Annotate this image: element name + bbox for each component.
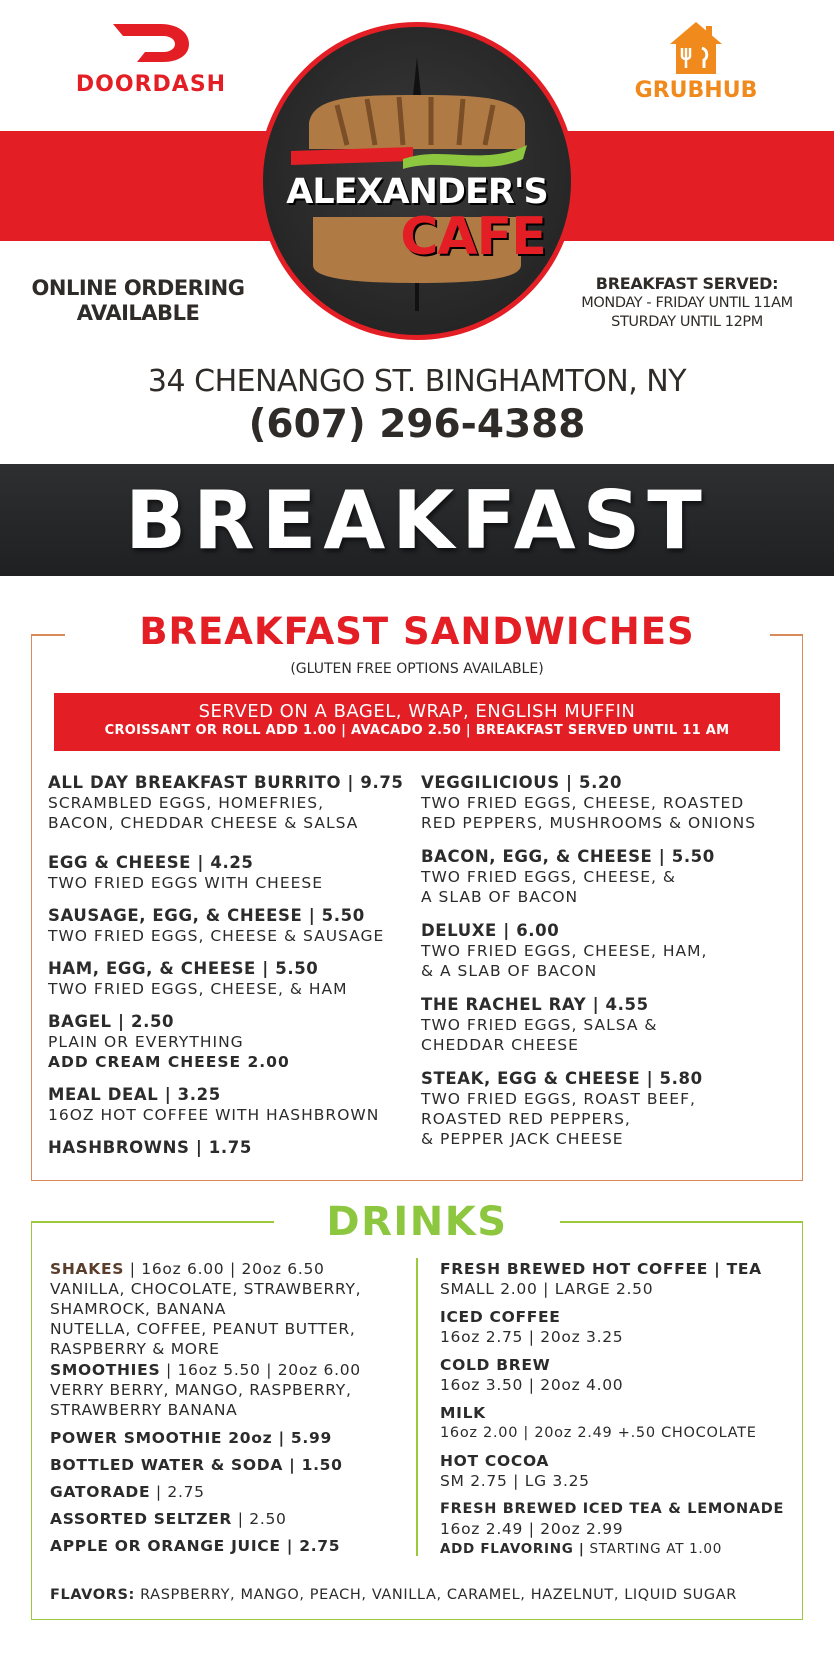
item-name: STEAK, EGG & CHEESE | 5.80 <box>421 1069 703 1088</box>
drink-price: 16oz 2.00 | 20oz 2.49 +.50 CHOCOLATE <box>440 1425 757 1441</box>
item-name: BACON, EGG, & CHEESE | 5.50 <box>421 847 715 866</box>
drink-name: FRESH BREWED ICED TEA & LEMONADE <box>440 1501 785 1517</box>
drink-item <box>440 1259 810 1299</box>
drink-name: ADD FLAVORING | <box>440 1541 585 1557</box>
grubhub-house-icon <box>666 18 726 78</box>
item-desc: SCRAMBLED EGGS, HOMEFRIES, <box>48 794 325 812</box>
item-name: MEAL DEAL | 3.25 <box>48 1085 221 1104</box>
item-desc: TWO FRIED EGGS, CHEESE, ROASTED <box>421 794 745 812</box>
online-ordering <box>18 276 258 326</box>
logo-cafe: CAFE <box>400 207 546 267</box>
breakfast-hours <box>560 274 814 332</box>
online-line-1: ONLINE ORDERING <box>31 276 245 300</box>
drink-price: | 1.50 <box>283 1456 343 1474</box>
served-on-line-2: CROISSANT OR ROLL ADD 1.00 | AVACADO 2.50 | BREAKFAST SERVED UNTIL 11 AM <box>104 723 730 738</box>
drink-price: | 16oz 5.50 | 20oz 6.00 <box>160 1361 361 1379</box>
breakfast-banner <box>0 464 834 576</box>
item-desc: & PEPPER JACK CHEESE <box>421 1130 624 1148</box>
drink-item <box>50 1259 416 1359</box>
drink-price: STARTING AT 1.00 <box>584 1541 722 1557</box>
drink-item <box>50 1482 416 1502</box>
drink-price: | 2.75 <box>150 1483 205 1501</box>
item-desc: CHEDDAR CHEESE <box>421 1036 579 1054</box>
item-name: HAM, EGG, & CHEESE | 5.50 <box>48 959 319 978</box>
item-desc: TWO FRIED EGGS, ROAST BEEF, <box>421 1090 696 1108</box>
drink-item <box>50 1428 416 1448</box>
menu-item <box>48 773 418 833</box>
drink-desc: RASPBERRY & MORE <box>50 1340 220 1358</box>
sandwiches-title: BREAKFAST SANDWICHES <box>139 610 695 653</box>
logo-name: ALEXANDER'S <box>286 172 548 212</box>
menu-header <box>0 0 834 360</box>
doordash-logo[interactable] <box>66 20 236 97</box>
item-name: VEGGILICIOUS | 5.20 <box>421 773 623 792</box>
phone-number[interactable]: (607) 296-4388 <box>248 402 586 447</box>
drinks-divider <box>416 1258 418 1556</box>
drink-item <box>440 1403 810 1443</box>
drink-desc: VANILLA, CHOCOLATE, STRAWBERRY, <box>50 1280 362 1298</box>
sandwiches-right-column <box>421 773 801 1149</box>
drink-price: 16oz 2.75 | 20oz 3.25 <box>440 1328 624 1346</box>
drink-price: | 2.75 <box>280 1537 341 1555</box>
menu-item <box>48 1138 418 1158</box>
menu-item <box>421 773 801 833</box>
drink-price: SMALL 2.00 | LARGE 2.50 <box>440 1280 654 1298</box>
item-desc: 16OZ HOT COFFEE WITH HASHBROWN <box>48 1106 380 1124</box>
drink-name: BOTTLED WATER & SODA <box>50 1456 284 1474</box>
flavors-line <box>50 1587 820 1603</box>
item-desc: PLAIN OR EVERYTHING <box>48 1033 244 1051</box>
drink-name: MILK <box>440 1404 486 1422</box>
menu-item <box>48 959 418 999</box>
drink-name: GATORADE <box>50 1483 151 1501</box>
item-desc: TWO FRIED EGGS, CHEESE & SAUSAGE <box>48 927 385 945</box>
item-desc: TWO FRIED EGGS WITH CHEESE <box>48 874 324 892</box>
banner-title: BREAKFAST <box>125 474 709 567</box>
drink-item <box>440 1307 810 1347</box>
drink-price: | 2.50 <box>232 1510 287 1528</box>
doordash-label: DOORDASH <box>75 72 227 97</box>
drink-name: APPLE OR ORANGE JUICE <box>50 1537 281 1555</box>
item-name: BAGEL | 2.50 <box>48 1012 175 1031</box>
drink-desc: VERRY BERRY, MANGO, RASPBERRY, <box>50 1381 352 1399</box>
drink-name: SMOOTHIES <box>50 1361 161 1379</box>
menu-item <box>421 995 801 1055</box>
sandwiches-left-column <box>48 773 418 1158</box>
hours-weekday: MONDAY - FRIDAY UNTIL 11AM <box>581 295 793 311</box>
drink-desc: SHAMROCK, BANANA <box>50 1300 227 1318</box>
drink-name: ASSORTED SELTZER <box>50 1510 233 1528</box>
drink-price: | 16oz 6.00 | 20oz 6.50 <box>124 1260 325 1278</box>
item-desc: TWO FRIED EGGS, CHEESE, & <box>421 868 676 886</box>
item-name: THE RACHEL RAY | 4.55 <box>421 995 649 1014</box>
drinks-title: DRINKS <box>326 1199 508 1245</box>
item-name: ALL DAY BREAKFAST BURRITO | 9.75 <box>48 773 404 792</box>
hours-title: BREAKFAST SERVED: <box>595 274 779 293</box>
item-desc: TWO FRIED EGGS, SALSA & <box>421 1016 658 1034</box>
drink-price: 16oz 2.49 | 20oz 2.99 <box>440 1520 624 1538</box>
item-addon: ADD CREAM CHEESE 2.00 <box>48 1053 290 1071</box>
menu-item <box>421 847 801 907</box>
flavors-list: RASPBERRY, MANGO, PEACH, VANILLA, CARAMEL, HAZELNUT, LIQUID SUGAR <box>134 1587 737 1603</box>
drink-item <box>50 1455 416 1475</box>
item-desc: TWO FRIED EGGS, CHEESE, HAM, <box>421 942 708 960</box>
served-on-bar <box>54 693 780 751</box>
item-desc: ROASTED RED PEPPERS, <box>421 1110 631 1128</box>
served-on-line-1: SERVED ON A BAGEL, WRAP, ENGLISH MUFFIN <box>198 701 636 722</box>
drink-item <box>440 1355 810 1395</box>
drink-desc: STRAWBERRY BANANA <box>50 1401 238 1419</box>
hours-saturday: STURDAY UNTIL 12PM <box>611 314 763 330</box>
item-desc: TWO FRIED EGGS, CHEESE, & HAM <box>48 980 348 998</box>
menu-item <box>48 906 418 946</box>
grubhub-label: GRUBHUB <box>634 78 758 103</box>
menu-item <box>48 1085 418 1125</box>
drinks-left-column <box>50 1259 416 1556</box>
menu-item <box>421 921 801 981</box>
item-desc: & A SLAB OF BACON <box>421 962 598 980</box>
drink-name: COLD BREW <box>440 1356 551 1374</box>
cafe-logo <box>258 22 576 340</box>
menu-item <box>421 1069 801 1149</box>
item-name: SAUSAGE, EGG, & CHEESE | 5.50 <box>48 906 365 925</box>
drink-price: | 5.99 <box>272 1429 332 1447</box>
menu-item <box>48 853 418 893</box>
menu-item <box>48 1012 418 1072</box>
item-desc: BACON, CHEDDAR CHEESE & SALSA <box>48 814 359 832</box>
item-name: HASHBROWNS | 1.75 <box>48 1138 252 1157</box>
doordash-icon <box>111 20 191 64</box>
drink-item <box>440 1499 810 1539</box>
grubhub-logo[interactable] <box>626 18 766 103</box>
item-desc: RED PEPPERS, MUSHROOMS & ONIONS <box>421 814 757 832</box>
drink-name: ICED COFFEE <box>440 1308 561 1326</box>
item-desc: A SLAB OF BACON <box>421 888 579 906</box>
item-name: EGG & CHEESE | 4.25 <box>48 853 254 872</box>
drink-item <box>440 1539 810 1559</box>
drink-item <box>50 1509 416 1529</box>
flavors-label: FLAVORS: <box>50 1587 135 1603</box>
drink-name: POWER SMOOTHIE 20oz <box>50 1429 273 1447</box>
drink-price: SM 2.75 | LG 3.25 <box>440 1472 590 1490</box>
drink-item <box>440 1451 810 1491</box>
drink-name: FRESH BREWED HOT COFFEE | TEA <box>440 1260 762 1278</box>
drink-item <box>50 1360 416 1420</box>
drinks-right-column <box>440 1259 810 1559</box>
drink-name: HOT COCOA <box>440 1452 550 1470</box>
sandwiches-subtitle: (GLUTEN FREE OPTIONS AVAILABLE) <box>290 661 544 677</box>
online-line-2: AVAILABLE <box>76 301 200 325</box>
item-name: DELUXE | 6.00 <box>421 921 560 940</box>
drink-price: 16oz 3.50 | 20oz 4.00 <box>440 1376 624 1394</box>
drink-name: SHAKES <box>50 1260 125 1278</box>
address: 34 CHENANGO ST. BINGHAMTON, NY <box>147 364 687 399</box>
drink-desc: NUTELLA, COFFEE, PEANUT BUTTER, <box>50 1320 356 1338</box>
drink-item <box>50 1536 416 1556</box>
